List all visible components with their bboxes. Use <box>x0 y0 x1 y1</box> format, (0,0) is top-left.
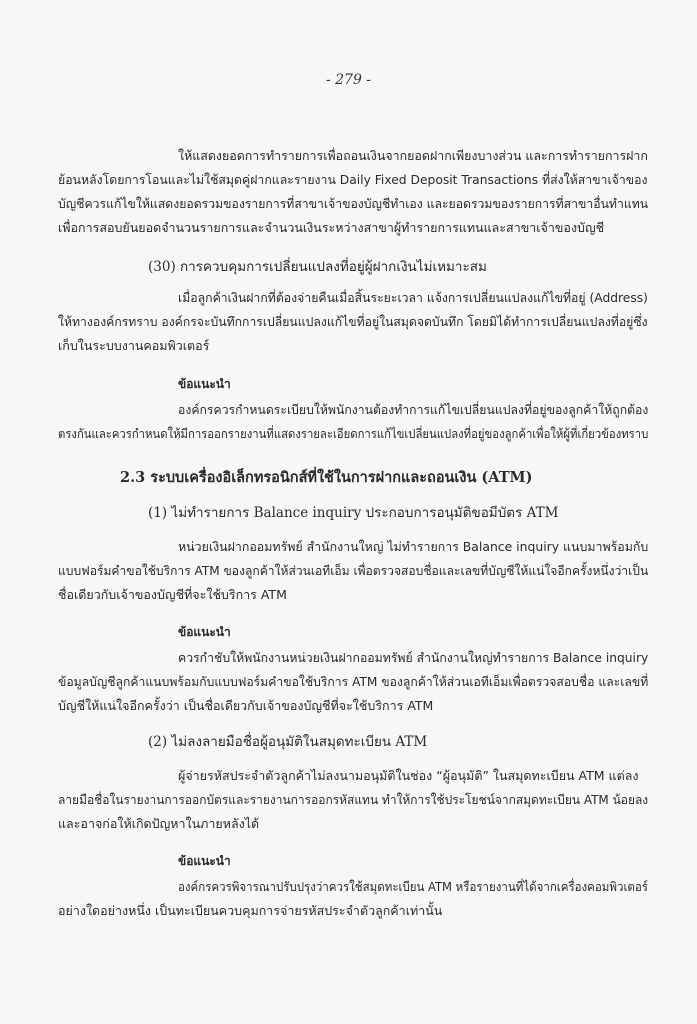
paragraph-line: เพื่อการสอบยันยอดจำนวนรายการและจำนวนเงินระหว่างสาขาผู้ทำรายการแทนและสาขาเจ้าของบัญชี <box>58 220 605 235</box>
paragraph-line: เมื่อลูกค้าเงินฝากที่ต้องจ่ายคืนเมื่อสิ้นระยะเวลา แจ้งการเปลี่ยนแปลงแก้ไขที่อยู่ (Address) <box>178 290 648 305</box>
advice-label: ข้อแนะนำ <box>178 854 231 868</box>
paragraph-line: ให้แสดงยอดการทำรายการเพื่อถอนเงินจากยอดฝากเพียงบางส่วน และการทำรายการฝาก <box>178 148 648 163</box>
paragraph-line: ตรงกันและควรกำหนดให้มีการออกรายงานที่แสดงรายละเอียดการแก้ไขเปลี่ยนแปลงที่อยู่ของลูกค้าเพื่อให้ผู้ที่เกี่ยวข้องทราบ <box>58 426 649 441</box>
paragraph-line: ควรกำชับให้พนักงานหน่วยเงินฝากออมทรัพย์ สำนักงานใหญ่ทำรายการ Balance inquiry <box>178 650 649 665</box>
paragraph-line: และอาจก่อให้เกิดปัญหาในภายหลังได้ <box>58 816 260 831</box>
paragraph-line: องค์กรควรพิจารณาปรับปรุงว่าควรใช้สมุดทะเบียน ATM หรือรายงานที่ได้จากเครื่องคอมพิวเตอร์ <box>178 879 648 894</box>
subsection-heading-1: (1) ไม่ทำรายการ Balance inquiry ประกอบการอนุมัติขอมีบัตร ATM <box>148 505 559 521</box>
paragraph-line: หน่วยเงินฝากออมทรัพย์ สำนักงานใหญ่ ไม่ทำรายการ Balance inquiry แนบมาพร้อมกับ <box>178 539 649 554</box>
paragraph-line: อย่างใดอย่างหนึ่ง เป็นทะเบียนควบคุมการจ่ายรหัสประจำตัวลูกค้าเท่านั้น <box>58 903 443 918</box>
page-number: - 279 - <box>325 72 372 88</box>
advice-label: ข้อแนะนำ <box>178 377 231 391</box>
paragraph-line: บัญชีควรแก้ไขให้แสดงยอดรวมของรายการที่สาขาเจ้าของบัญชีทำเอง และยอดรวมของรายการที่สาขาอื่นทำแทน <box>58 196 649 211</box>
paragraph-line: ย้อนหลังโดยการโอนและไม่ใช้สมุดคู่ฝากและรายงาน Daily Fixed Deposit Transactions ที่ส่งให้สาขาเจ้าของ <box>58 172 648 187</box>
paragraph-line: ผู้จ่ายรหัสประจำตัวลูกค้าไม่ลงนามอนุมัติในช่อง “ผู้อนุมัติ” ในสมุดทะเบียน ATM แต่ลง <box>178 768 639 783</box>
paragraph-line: ลายมือชื่อในรายงานการออกบัตรและรายงานการออกรหัสแทน ทำให้การใช้ประโยชน์จากสมุดทะเบียน ATM น้อยลง <box>58 792 649 807</box>
paragraph-line: องค์กรควรกำหนดระเบียบให้พนักงานต้องทำการแก้ไขเปลี่ยนแปลงที่อยู่ของลูกค้าให้ถูกต้อง <box>178 402 649 417</box>
paragraph-line: ชื่อเดียวกับเจ้าของบัญชีที่จะใช้บริการ ATM <box>58 587 287 602</box>
subsection-heading-2: (2) ไม่ลงลายมือชื่อผู้อนุมัติในสมุดทะเบียน ATM <box>148 734 428 750</box>
paragraph-line: เก็บในระบบงานคอมพิวเตอร์ <box>58 338 210 353</box>
advice-label: ข้อแนะนำ <box>178 625 231 639</box>
paragraph-line: ให้ทางองค์กรทราบ องค์กรจะบันทึกการเปลี่ยนแปลงแก้ไขที่อยู่ในสมุดจดบันทึก โดยมิได้ทำการเปลี่ยนแปลงที่อยู่ซึ่ง <box>58 314 648 329</box>
paragraph-line: ข้อมูลบัญชีลูกค้าแนบพร้อมกับแบบฟอร์มคำขอใช้บริการ ATM ของลูกค้าให้ส่วนเอทีเอ็มเพื่อตรวจสอบชื่อ และเลขที่ <box>58 674 649 689</box>
section-heading-2-3: 2.3 ระบบเครื่องอิเล็กทรอนิกส์ที่ใช้ในการฝากและถอนเงิน (ATM) <box>120 469 533 486</box>
paragraph-line: แบบฟอร์มคำขอใช้บริการ ATM ของลูกค้าให้ส่วนเอทีเอ็ม เพื่อตรวจสอบชื่อและเลขที่บัญชีให้แน่ใจอีกครั้งหนึ่งว่าเป็น <box>58 563 649 578</box>
section-heading-30: (30) การควบคุมการเปลี่ยนแปลงที่อยู่ผู้ฝากเงินไม่เหมาะสม <box>148 259 487 275</box>
paragraph-line: บัญชีให้แน่ใจอีกครั้งว่า เป็นชื่อเดียวกับเจ้าของบัญชีที่จะใช้บริการ ATM <box>58 698 434 713</box>
